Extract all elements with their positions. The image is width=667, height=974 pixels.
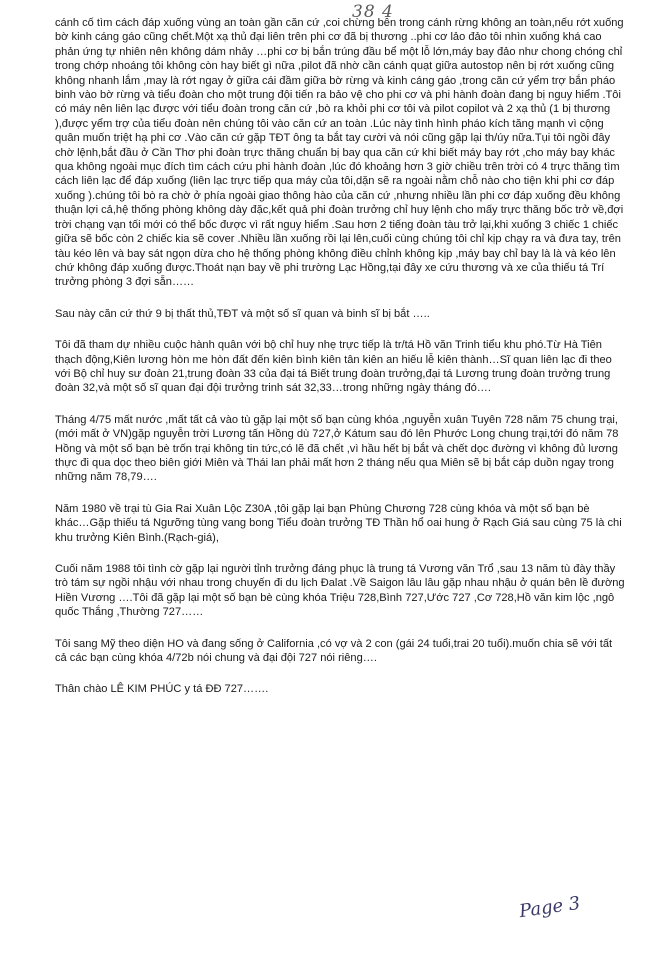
paragraph-1988-meeting: Cuối năm 1988 tôi tình cờ gặp lại người tỉnh trưởng đáng phục là trung tá Vương văn Trổ ,sau 13 năm tù đày thầy trò tám sự ngồi nhậu với nhau trong chuyến đi du lịch Đalat .Về Saigon lâu lâu gặp nhau nhậu ở quán bên lề đường Hiền Vương ….Tôi đã gặp lại một số bạn bè cùng khóa Triệu 728,Bình 727,Ước 727 ,Cơ 728,Hồ văn kim lộc ,ngô quốc Thắng ,Thường 727…… [55,563,625,619]
paragraph-america: Tôi sang Mỹ theo diện HO và đang sống ở California ,có vợ và 2 con (gái 24 tuổi,trai 20 tuổi).muốn chia sẽ với tất cả các bạn cùng khóa 4/72b nói chung và đại đội 727 nói riêng…. [55,637,613,665]
paragraph-base-fall: Sau này căn cứ thứ 9 bị thất thủ,TĐT và một số sĩ quan và binh sĩ bị bắt ….. [55,307,430,320]
document-body [55,16,625,697]
paragraph-1980-camp: Năm 1980 về trại tù Gia Rai Xuân Lộc Z30A ,tôi gặp lại bạn Phùng Chương 728 cùng khóa và một số bạn bè khác…Gặp thiếu tá Ngưỡng tùng vang bong Tiểu đoàn trưởng TĐ Thần hổ oai hung ở Rạch Giá sau cùng 75 là chi khu trưởng Kiên Bình.(Rạch-giá), [55,502,622,544]
paragraph-operations: Tôi đã tham dự nhiều cuộc hành quân với bộ chỉ huy nhẹ trực tiếp là tr/tá Hồ văn Trinh tiểu khu phó.Từ Hà Tiên thạch động,Kiên lương hòn me hòn đất đến kiên bình kiên tân kiên an hiếu lễ kiên thành…Sĩ quan liên lạc đi theo với Bộ chỉ huy sư đoàn 21,trung đoàn 33 của đại tá Biết trung đoàn trưởng,đại tá Lương trung đoàn trưởng trung đoàn 32,và một số sĩ quan đại đội trưởng trinh sát 32,33…trong những ngày tháng đó…. [55,339,612,395]
handwritten-page-number: 38 4 [352,2,394,22]
paragraph-rescue-story: cánh cố tìm cách đáp xuống vùng an toàn gần căn cứ ,coi chừng bên trong cánh rừng không an toàn,nếu rớt xuống bờ kinh cáng gáo cũng chết.Một xạ thủ đại liên trên phi cơ đã bị thương ..phi cơ lảo đảo tôi nhìn xuống khá cao phản ứng tự nhiên nên không dám nhảy …phi cơ bị bắn trúng đầu bể một lỗ lớn,máy bay đảo như chong chóng chỉ trong chớp nhoáng tôi không còn hay biết gì nữa ,pilot đã nhờ cần cánh quạt giữa autostop nên bị rớt xuống cũng không nhanh lắm ,may là rớt ngay ở giữa cái đầm giữa bờ rừng và kinh cáng gáo ,trong căn cứ yểm trợ bắn pháo binh vào bờ rừng và tiểu đoàn cho một trung đội tiến ra bảo vệ cho phi cơ và phi hành đoàn đang bị nguy hiểm .Tôi có máy nên liên lạc được với tiểu đoàn trong căn cứ ,bò ra khỏi phi cơ tôi và pilot copilot và 2 xạ thủ (1 bị thương ),được yểm trợ của tiểu đoàn nên chúng tôi vào căn cứ an toàn .Lúc này tình hình pháo kích tăng mạnh vì cộng quân muốn triệt hạ phi cơ .Vào căn cứ gặp TĐT ông ta bắt tay cười và nói cũng gặp lại th/úy nữa.Tụi tôi ngồi đây chờ lệnh,bắt đầu ở Cần Thơ phi đoàn trực thăng chuẩn bị bay qua căn cứ khi biết máy bay rớt ,cho máy bay khác qua không ngoài mục đích tìm cách cứu phi hành đoàn ,lúc đó khoảng hơn 3 giờ chiều trên trời có 4 trực thăng tìm cách liên lạc để đáp xuống (liên lạc trực tiếp qua máy của tôi,dặn sẽ ra ngoài nằm chỗ nào cho tiện khi phi cơ đáp xuống ).chúng tôi bò ra chờ ở phía ngoài giao thông hào của căn cứ ,nhưng nhiều lần phi cơ đáp xuống đều không thuận lợi cả,hệ thống phòng không dày đặc,kết quả phi đoàn trưởng chỉ huy lệnh cho mấy trực thăng bốc trở về,đợi trời chạng vạn tối mới có thể bốc được vì rất nguy hiểm .Sau hơn 2 tiếng đoàn tàu trở lại,khi xuống 3 chiếc 1 chiếc giữa sẽ bốc còn 2 chiếc kia sẽ cover .Nhiều lần xuống rồi lại lên,cuối cùng chúng tôi chỉ kịp chạy ra và đưa tay, trên tàu kéo lên và bay sát ngọn dừa cho hệ thống phòng không điều chỉnh không kịp ,máy bay chỉ bay là là và kéo lên chứ không đáp xuống được.Thoát nạn bay về phi trường Lạc Hồng,tại đây xe cứu thương và xe của thiếu tá Trí trưởng phòng 3 đợi sẵn…… [55,17,624,289]
handwritten-footer: Page 3 [517,892,582,923]
paragraph-april-75: Tháng 4/75 mất nước ,mất tất cả vào tù gặp lại một số bạn cùng khóa ,nguyễn xuân Tuyên 728 năm 75 chung trại,(mới mất ở VN)gặp nguyễn trời Lương tấn Hồng dù 727,ở Kátum sau đó lên Phước Long chung trại,tới đó năm 78 Hồng và một số bạn bè trốn trại không tin tức,có lẽ đã chết ,vì hầu hết bị bắt và chết dọc đường vì không đủ lương thực đi qua dọc theo biên giới Miên và Thái lan phải mất hơn 2 tháng nếu qua Miên sẽ bị bắt cáp duồn ngay trong những năm 78,79…. [55,413,619,484]
paragraph-signoff: Thân chào LÊ KIM PHÚC y tá ĐĐ 727……. [55,683,269,696]
